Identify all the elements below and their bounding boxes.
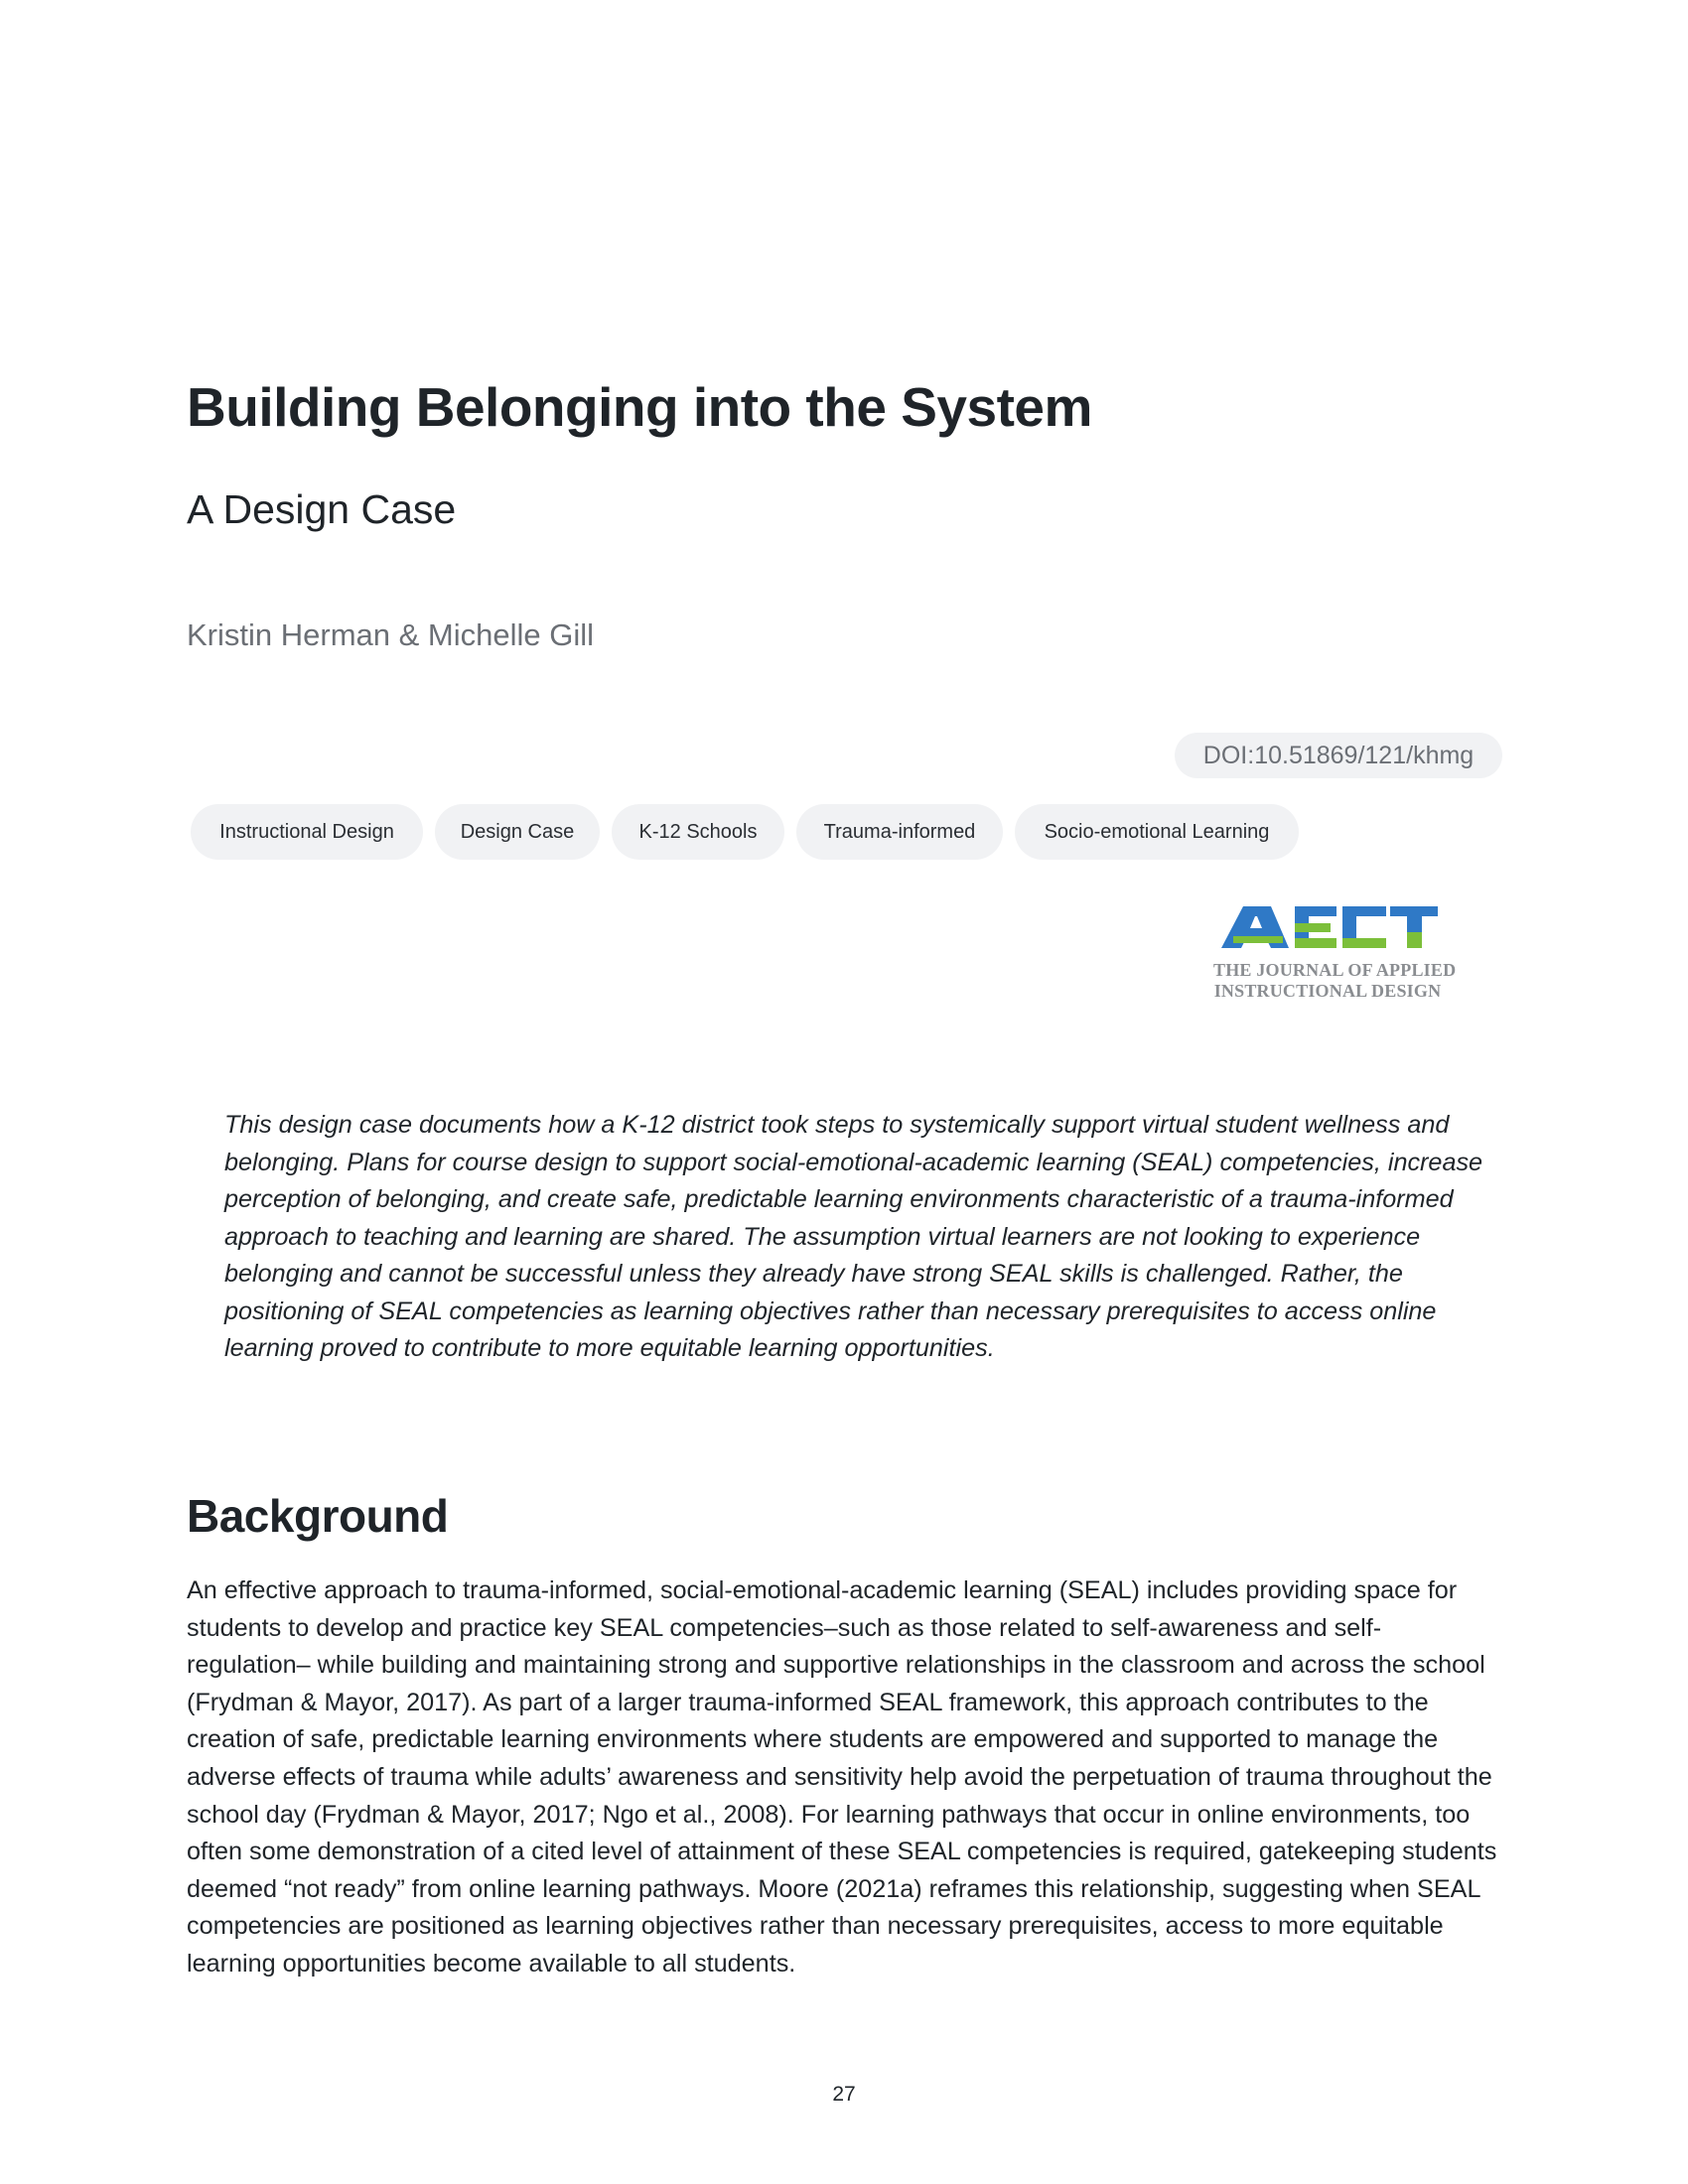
- aect-journal-logo: [1213, 898, 1457, 1008]
- logo-line-1: THE JOURNAL OF APPLIED: [1213, 960, 1457, 980]
- doi-badge[interactable]: DOI:10.51869/121/khmg: [1175, 733, 1502, 778]
- section-heading-background: Background: [187, 1490, 449, 1542]
- tag-instructional-design[interactable]: Instructional Design: [191, 804, 423, 860]
- abstract: This design case documents how a K-12 district took steps to systemically support virtual student wellness and belonging. Plans for course design to support social-emotional-academic learning (SEAL) competencies, increase perception of belonging, and create safe, predictable learning environments characteristic of a trauma-informed approach to teaching and learning are shared. The assumption virtual learners are not looking to experience belonging and cannot be successful unless they already have strong SEAL skills is challenged. Rather, the positioning of SEAL competencies as learning objectives rather than necessary prerequisites to access online learning proved to contribute to more equitable learning opportunities.: [224, 1111, 1483, 1362]
- logo-line-2: INSTRUCTIONAL DESIGN: [1213, 981, 1442, 1001]
- article-subtitle: A Design Case: [187, 486, 457, 532]
- tag-trauma-informed[interactable]: Trauma-informed: [796, 804, 1003, 860]
- page-number: 27: [832, 2083, 856, 2106]
- author-list: Kristin Herman & Michelle Gill: [187, 617, 594, 652]
- article-title: Building Belonging into the System: [187, 376, 1092, 438]
- background-paragraph: An effective approach to trauma-informed, social-emotional-academic learning (SEAL) includes providing space for students to develop and practice key SEAL competencies–such as those related to self-awareness and self-regulation– while building and maintaining strong and supportive relationships in the classroom and across the school (Frydman & Mayor, 2017). As part of a larger trauma-informed SEAL framework, this approach contributes to the creation of safe, predictable learning environments where students are empowered and supported to manage the adverse effects of trauma while adults’ awareness and sensitivity help avoid the perpetuation of trauma throughout the school day (Frydman & Mayor, 2017; Ngo et al., 2008). For learning pathways that occur in online environments, too often some demonstration of a cited level of attainment of these SEAL competencies is required, gatekeeping students deemed “not ready” from online learning pathways. Moore (2021a) reframes this relationship, suggesting when SEAL competencies are positioned as learning objectives rather than necessary prerequisites, access to more equitable learning opportunities become available to all students.: [187, 1576, 1497, 1978]
- tag-design-case[interactable]: Design Case: [435, 804, 600, 860]
- tag-k12-schools[interactable]: K-12 Schools: [612, 804, 784, 860]
- tag-socio-emotional-learning[interactable]: Socio-emotional Learning: [1015, 804, 1299, 860]
- aect-wordmark-icon: [1213, 898, 1442, 954]
